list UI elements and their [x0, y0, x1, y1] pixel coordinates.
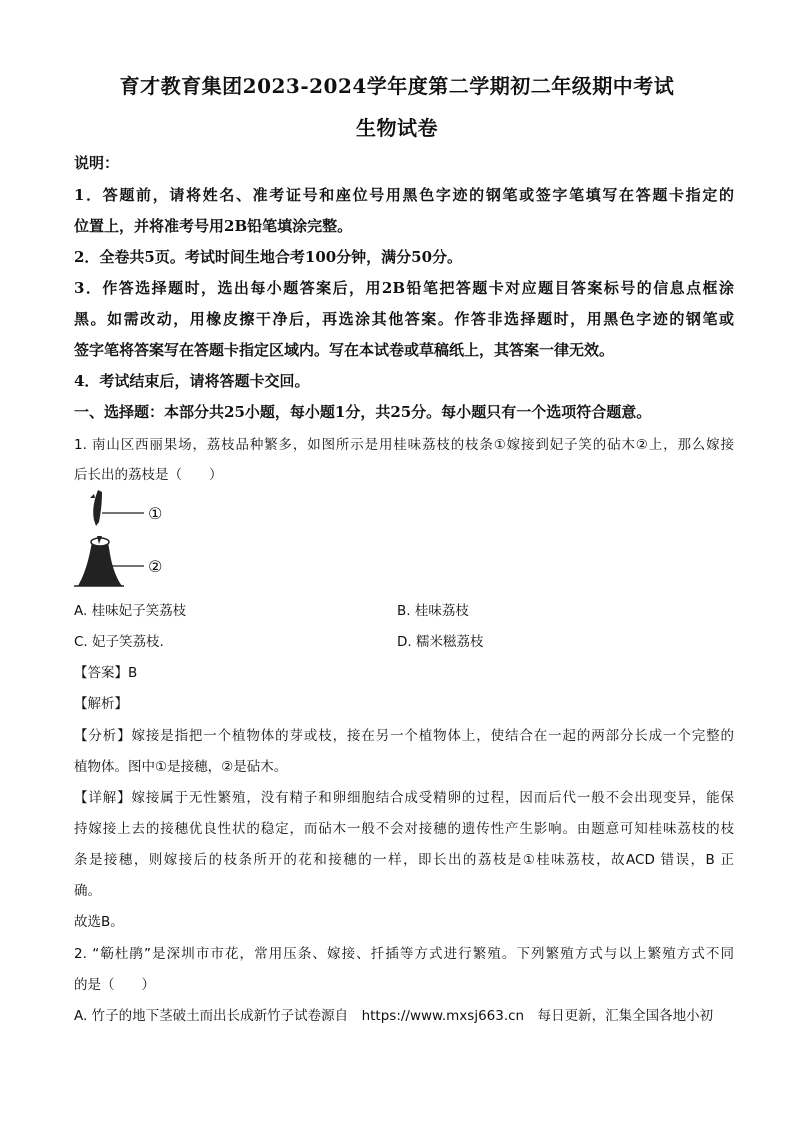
instructions-heading: 说明： — [74, 154, 120, 172]
question-stem: 的是（ ） — [74, 977, 155, 993]
instruction-line: 2．全卷共5页。考试时间生地合考100分钟，满分50分。 — [74, 248, 463, 266]
label-1: ① — [148, 504, 163, 523]
analysis-line: 【分析】嫁接是指把一个植物体的芽或枝，接在另一个植物体上，使结合在一起的两部分长成一个完整的 — [74, 728, 734, 744]
instruction-line: 位置上，并将准考号用2B铅笔填涂完整。 — [74, 217, 353, 235]
question-stem: 1. 南山区西丽果场，荔枝品种繁多，如图所示是用桂味荔枝的枝条①嫁接到妃子笑的砧木②上，那么嫁接 — [74, 437, 734, 453]
option-c: C. 妃子笑荔枝. — [74, 634, 164, 650]
option-b: B. 桂味荔枝 — [397, 603, 469, 619]
analysis-line: 【详解】嫁接属于无性繁殖，没有精子和卵细胞结合成受精卵的过程，因而后代一般不会出现变异，能保 — [74, 790, 734, 806]
section-heading: 一、选择题：本部分共25小题，每小题1分，共25分。每小题只有一个选项符合题意。 — [74, 403, 652, 421]
grafting-figure — [72, 486, 182, 592]
option-d: D. 糯米糍荔枝 — [397, 634, 484, 650]
analysis-line: 植物体。图中①是接穗，②是砧木。 — [74, 759, 288, 775]
analysis-line: 持嫁接上去的接穗优良性状的稳定，而砧木一般不会对接穗的遗传性产生影响。由题意可知桂味荔枝的枝 — [74, 821, 734, 837]
instruction-line: 黑。如需改动，用橡皮擦干净后，再选涂其他答案。作答非选择题时，用黑色字迹的钢笔或 — [74, 310, 734, 328]
scion-shape — [93, 490, 102, 526]
exam-subtitle: 生物试卷 — [356, 116, 438, 140]
instruction-line: 签字笔将答案写在答题卡指定区域内。写在本试卷或草稿纸上，其答案一律无效。 — [74, 341, 615, 359]
answer-line: 【答案】B — [74, 665, 138, 681]
option-a: A. 竹子的地下茎破土而出长成新竹子试卷源自 https://www.mxsj663.cn 每日更新，汇集全国各地小初 — [74, 1008, 714, 1024]
scion-bud — [90, 494, 95, 498]
analysis-line: 确。 — [74, 883, 101, 899]
exam-title: 育才教育集团2023-2024学年度第二学期初二年级期中考试 — [119, 74, 675, 98]
instruction-line: 3．作答选择题时，选出每小题答案后，用2B铅笔把答题卡对应题目答案标号的信息点框涂 — [74, 279, 734, 297]
instruction-line: 4．考试结束后，请将答题卡交回。 — [74, 372, 310, 390]
option-a: A. 桂味妃子笑荔枝 — [74, 603, 187, 619]
analysis-heading: 【解析】 — [74, 696, 128, 712]
instruction-line: 1．答题前，请将姓名、准考证号和座位号用黑色字迹的钢笔或签字笔填写在答题卡指定的 — [74, 186, 734, 204]
label-2: ② — [148, 557, 163, 576]
rootstock-shape — [78, 542, 122, 586]
question-stem: 2. “簕杜鹃”是深圳市市花，常用压条、嫁接、扦插等方式进行繁殖。下列繁殖方式与以上繁殖方式不同 — [74, 946, 734, 962]
analysis-line: 故选B。 — [74, 914, 124, 930]
analysis-line: 条是接穗，则嫁接后的枝条所开的花和接穗的一样，即长出的荔枝是①桂味荔枝，故ACD 错误，B 正 — [74, 852, 734, 868]
question-stem: 后长出的荔枝是（ ） — [74, 467, 223, 483]
